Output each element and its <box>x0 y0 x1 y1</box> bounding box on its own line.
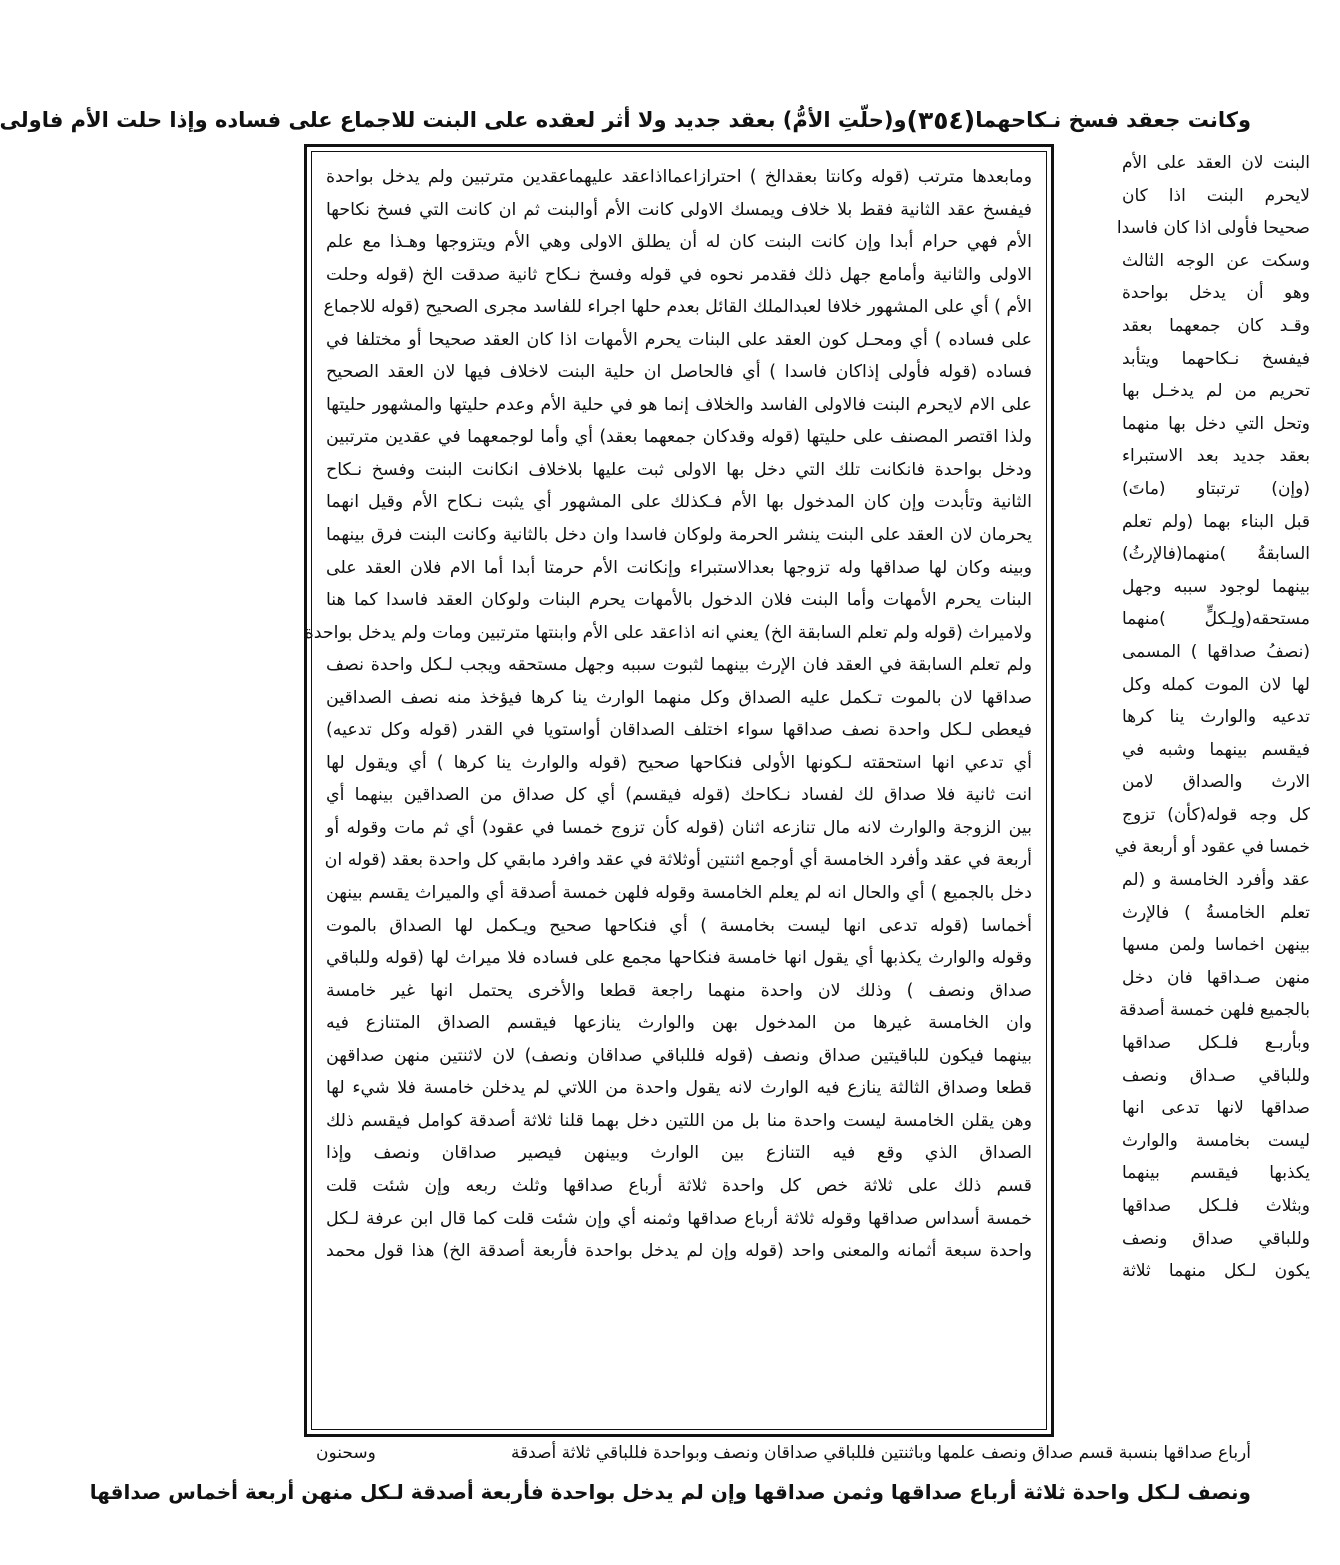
margin-line: خمسا في عقود أو أربعة في <box>1114 837 1310 858</box>
margin-line: بالجميع فلهن خمسة أصدقة <box>1119 1000 1310 1021</box>
text-line: الثانية وتأبدت وإن كان المدخول بها الأم فـكذلك على المشهور أي يثبت نـكاح الأم وقيل انهما <box>326 492 1032 513</box>
margin-line: صداقها لانها تدعى انها <box>1122 1098 1310 1119</box>
frame-inner-border <box>304 151 1047 1430</box>
text-line: صداقها لان بالموت تـكمل عليه الصداق وكل منهما الوارث ينا كرها فيؤخذ منه نصف الصداقين <box>326 687 1032 708</box>
margin-line: بينهن اخماسا ولمن مسها <box>1122 935 1310 956</box>
margin-line: قبل البناء بهما (ولم تعلم <box>1122 511 1310 532</box>
text-line: قسم ذلك على ثلاثة خص كل واحدة ثلاثة أرباع صداقها وثلث ربعه وإن شئت قلت <box>326 1175 1032 1196</box>
margin-line: (نصفُ صداقها ) المسمى <box>1122 641 1310 662</box>
text-line: دخل بالجميع ) أي والحال انه لم يعلم الخامسة وقوله فلهن خمسة أصدقة أي والميراث يقسم بينهن <box>326 883 1032 904</box>
margin-line: الارث والصداق لامن <box>1122 772 1310 793</box>
text-line: البنات يحرم الأمهات وأما البنت فلان الدخول بالأمهات يحرم البنات ولوكان العقد فاسدا كما هنا <box>326 590 1032 611</box>
text-line: انت ثانية فلا صداق لك لفساد نـكاحك (قوله فيقسم) أي كل صداق من الصداقين بينهما أي <box>326 785 1032 806</box>
text-line: وان الخامسة غيرها من المدخول بهن والوارث ينازعها فيقسم الصداق المتنازع فيه <box>326 1013 1032 1034</box>
text-line: قطعا وصداق الثالثة ينازع فيه الوارث لانه يقول واحدة من اللاتي لم يدخلن خامسة فلا شيء لها <box>326 1078 1032 1099</box>
margin-line: تدعيه والوارث ينا كرها <box>1122 707 1310 728</box>
text-line: صداق ونصف ) وذلك لان واحدة منهما راجعة قطعا والأخرى يحتمل انها غير خامسة <box>326 980 1032 1001</box>
margin-line: وللباقي صـداق ونصف <box>1122 1065 1310 1086</box>
page-number: (٣٥٤) <box>906 105 976 135</box>
margin-line: فيفسخ نـكاحهما ويتأبد <box>1122 348 1310 369</box>
margin-line: فيقسم بينهما وشبه في <box>1122 739 1310 760</box>
text-line: وبينه وكان لها صداقها وله تزوجها بعدالاستبراء وإنكانت الأم حرمتا أبدا أما الام فلان العقد على <box>326 557 1032 578</box>
text-line: بينهما فيكون للباقيتين صداق ونصف (قوله فللباقي صداقان ونصف) لان لاثنتين منهن صداقهن <box>326 1045 1032 1066</box>
margin-line: ليست بخامسة والوارث <box>1122 1130 1310 1151</box>
margin-line: لايحرم البنت اذا كان <box>1122 185 1310 206</box>
text-line: ودخل بواحدة فانكانت تلك التي دخل بها الاولى ثبت عليها بلاخلاف انكانت البنت وفسخ نـكاح <box>326 459 1032 480</box>
text-line: على الام لايحرم البنت فالاولى الفاسد والخلاف إنما هو في حلية الأم وعدم حليتها والمشهور حليتها <box>326 394 1032 415</box>
margin-line: السابقةُ )منهما(فالإرثُ) <box>1122 544 1310 565</box>
text-line: على فساده ) أي ومحـل كون العقد على البنات يحرم الأمهات اذا كان العقد صحيحا أو مختلفا في <box>326 329 1032 350</box>
text-line: واحدة سبعة أثمانه والمعنى واحد (قوله وإن لم يدخل بواحدة فأربعة أصدقة الخ) هذا قول محمد <box>326 1241 1032 1262</box>
footer-line-1 <box>316 1438 1251 1468</box>
text-line: خمسة أسداس صداقها وقوله ثلاثة أرباع صداقها وثمنه أي وإن شئت قلت كما قال ابن عرفة لـكل <box>326 1208 1032 1229</box>
text-line: أربعة في عقد وأفرد الخامسة أي أوجمع اثنتين أوثلاثة في عقد وافرد مابقي كل واحدة بعقد (قوله ان <box>324 850 1032 871</box>
header-left-text: و(حلّتِ الأمُّ) بعقد جديد ولا أثر لعقده على البنت للاجماع على فساده وإذا حلت الأم فاولى <box>0 108 907 132</box>
margin-line: يكذبها فيقسم بينهما <box>1122 1163 1310 1184</box>
margin-line: وبثلاث فلـكل صداقها <box>1122 1196 1310 1216</box>
text-line: يحرمان لان العقد على البنت ينشر الحرمة ولوكان فاسدا وان دخل بالثانية وكانت البنت فرق بينهما <box>326 525 1032 546</box>
text-line: ومابعدها مترتب (قوله وكانتا بعقدالخ ) احترازاعمااذاعقد عليهماعقدين مترتبين ولم يدخل بواحدة <box>326 167 1032 187</box>
main-commentary <box>304 161 1032 1423</box>
footer-line-1-end: وسحنون <box>316 1443 376 1463</box>
margin-line: البنت لان العقد على الأم <box>1122 153 1310 173</box>
margin-line: (وإن) ترتبتاو (ماتَ) <box>1122 478 1310 499</box>
margin-line: لها لان الموت كمله وكل <box>1122 674 1310 695</box>
margin-line: صحيحا فأولى اذا كان فاسدا <box>1116 218 1310 239</box>
margin-line: بعقد جديد بعد الاستبراء <box>1122 446 1310 467</box>
footer-line-1-text: أرباع صداقها بنسبة قسم صداق ونصف علمها وباثنتين فللباقي صداقان ونصف وبواحدة فللباقي ثلاثة أصدقة <box>510 1443 1251 1463</box>
text-line: وهن يقلن الخامسة ليست واحدة منا بل من اللتين دخل بهما قلنا ثلاثة أصدقة كوامل فيقسم ذلك <box>326 1110 1032 1131</box>
margin-line: وقـد كان جمعهما بعقد <box>1122 315 1310 336</box>
text-line: فيعطى لـكل واحدة نصف صداقها سواء اختلف الصداقان أواستويا في القدر (قوله وكل تدعيه) <box>326 720 1032 741</box>
margin-line: تحريم من لم يدخـل بها <box>1122 381 1310 402</box>
text-line: الصداق الذي وقع فيه التنازع بين الوارث وبينهن فيصير صداقان ونصف وإذا <box>326 1143 1032 1164</box>
margin-line: عقد وأفرد الخامسة و (لم <box>1122 870 1310 891</box>
text-line: فيفسخ عقد الثانية فقط بلا خلاف ويمسك الاولى كانت الأم أوالبنت ثم ان كانت التي فسخ نكاحها <box>326 199 1032 220</box>
margin-line: مستحقه(ولِـكلٍّ )منهما <box>1122 609 1310 630</box>
text-line: وقوله والوارث يكذبها أي يقول انها خامسة فنكاحها مجمع على فساده فلا ميراث لها (قوله وللباقي <box>326 948 1032 969</box>
margin-line: بينهما لوجود سببه وجهل <box>1122 576 1310 597</box>
text-line: بين الزوجة والوارث لانه مال تنازعه اثنان (قوله كأن تزوج خمسا في عقود) أي ثم مات وقوله أو <box>326 817 1032 838</box>
text-line: الأم فهي حرام أبدا وإن كانت البنت كان له أن يطلق الاولى وهي الأم ويتزوجها وهـذا مع علم <box>326 232 1032 253</box>
text-line: الاولى والثانية وأمامع جهل ذلك فقدمر نحوه في قوله وفسخ نـكاح ثانية صدقت الخ (قوله وحلت <box>326 264 1032 285</box>
text-line: أخماسا (قوله تدعى انها ليست بخامسة ) أي فنكاحها صحيح ويـكمل لها الصداق بالموت <box>326 915 1032 936</box>
text-line: أي تدعي انها استحقته لـكونها الأولى فنكاحها صحيح (قوله والوارث ينا كرها ) أي ويقول لها <box>326 752 1032 773</box>
margin-line: وسكت عن الوجه الثالث <box>1122 250 1310 271</box>
margin-line: وبأربـع فلـكل صداقها <box>1122 1033 1310 1054</box>
text-line: ولم تعلم السابقة في العقد فان الإرث بينهما لثبوت سببه وجهل مستحقه ويجب لـكل واحدة نصف <box>326 655 1032 676</box>
margin-line: منهن صـداقها فان دخل <box>1122 967 1310 988</box>
margin-line: وتحل التي دخل بها منهما <box>1122 413 1310 434</box>
margin-line: وللباقي صداق ونصف <box>1122 1228 1310 1249</box>
text-line: ولذا اقتصر المصنف على حليتها (قوله وقدكان جمعهما بعقد) أي وأما لوجمعهما في عقدين مترتبين <box>326 427 1032 448</box>
text-line: الأم ) أي على المشهور خلافا لعبدالملك القائل بعدم حلها اجراء للفاسد مجرى الصحيح (قوله للاجماع <box>323 297 1032 318</box>
margin-commentary <box>1114 147 1310 1435</box>
main-text-frame <box>304 144 1054 1437</box>
header-right-text: وكانت جعقد فسخ نـكاحهما <box>975 108 1251 132</box>
margin-line: وهو أن يدخل بواحدة <box>1122 283 1310 304</box>
margin-line: تعلم الخامسةُ ) فالإرث <box>1122 902 1310 923</box>
running-header <box>0 98 1251 142</box>
margin-line: يكون لـكل منهما ثلاثة <box>1122 1261 1310 1282</box>
footer-line-2: ونصف لـكل واحدة ثلاثة أرباع صداقها وثمن صداقها وإن لم يدخل بواحدة فأربعة أصدقة لـكل منهن أربعة أخماس صداقها <box>89 1480 1251 1504</box>
margin-line: كل وجه قوله(كأن) تزوج <box>1122 804 1310 825</box>
text-line: فساده (قوله فأولى إذاكان فاسدا ) أي فالحاصل ان حلية البنت لاخلاف فيها لان العقد الصحيح <box>326 362 1032 383</box>
text-line: ولاميراث (قوله ولم تعلم السابقة الخ) يعني انه اذاعقد على الأم وابنتها مترتبين ومات ولم يدخل بواحدة <box>304 622 1032 643</box>
